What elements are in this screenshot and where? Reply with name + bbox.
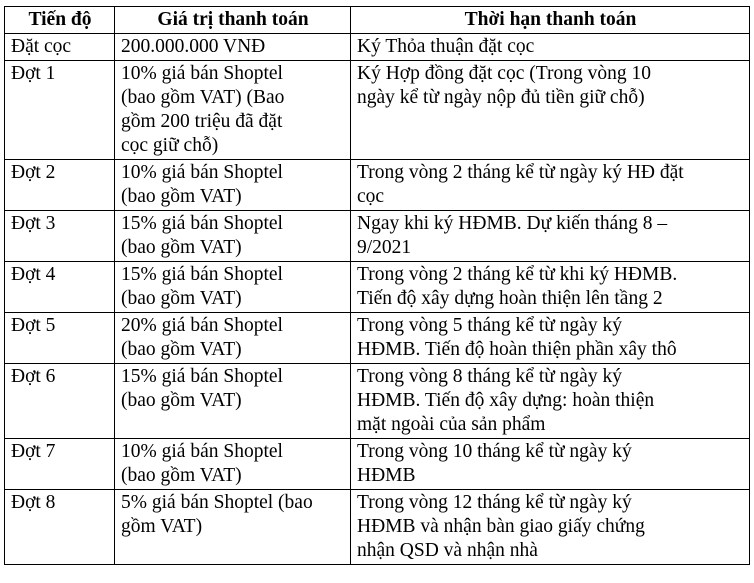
header-row bbox=[5, 7, 750, 34]
stage-cell: Đợt 3 bbox=[5, 211, 115, 262]
stage-cell: Đợt 2 bbox=[5, 160, 115, 211]
table-row bbox=[5, 364, 750, 439]
stage-cell: Đợt 6 bbox=[5, 364, 115, 439]
deadline-cell: Trong vòng 10 tháng kể từ ngày ký HĐMB bbox=[351, 439, 750, 490]
table-row bbox=[5, 439, 750, 490]
value-cell: 10% giá bán Shoptel (bao gồm VAT) bbox=[115, 439, 351, 490]
deadline-cell: Ký Thỏa thuận đặt cọc bbox=[351, 34, 750, 61]
value-cell: 200.000.000 VNĐ bbox=[115, 34, 351, 61]
table-row bbox=[5, 313, 750, 364]
stage-cell: Đợt 5 bbox=[5, 313, 115, 364]
deadline-cell: Trong vòng 5 tháng kể từ ngày ký HĐMB. Tiến độ hoàn thiện phần xây thô bbox=[351, 313, 750, 364]
table-row bbox=[5, 490, 750, 565]
stage-cell: Đợt 7 bbox=[5, 439, 115, 490]
stage-cell: Đặt cọc bbox=[5, 34, 115, 61]
value-cell: 10% giá bán Shoptel (bao gồm VAT) (Bao gồm 200 triệu đã đặt cọc giữ chỗ) bbox=[115, 61, 351, 160]
deadline-cell: Ngay khi ký HĐMB. Dự kiến tháng 8 – 9/2021 bbox=[351, 211, 750, 262]
value-cell: 20% giá bán Shoptel (bao gồm VAT) bbox=[115, 313, 351, 364]
deadline-cell: Trong vòng 8 tháng kể từ ngày ký HĐMB. Tiến độ xây dựng: hoàn thiện mặt ngoài của sản phẩm bbox=[351, 364, 750, 439]
stage-cell: Đợt 8 bbox=[5, 490, 115, 565]
deadline-cell: Trong vòng 2 tháng kể từ ngày ký HĐ đặt cọc bbox=[351, 160, 750, 211]
header-stage: Tiến độ bbox=[5, 7, 115, 34]
deadline-cell: Trong vòng 12 tháng kể từ ngày ký HĐMB và nhận bàn giao giấy chứng nhận QSD và nhận nhà bbox=[351, 490, 750, 565]
deadline-cell: Ký Hợp đồng đặt cọc (Trong vòng 10 ngày kể từ ngày nộp đủ tiền giữ chỗ) bbox=[351, 61, 750, 160]
header-payment-deadline: Thời hạn thanh toán bbox=[351, 7, 750, 34]
table-row bbox=[5, 61, 750, 160]
header-payment-value: Giá trị thanh toán bbox=[115, 7, 351, 34]
payment-schedule-table bbox=[4, 6, 750, 565]
value-cell: 5% giá bán Shoptel (bao gồm VAT) bbox=[115, 490, 351, 565]
stage-cell: Đợt 1 bbox=[5, 61, 115, 160]
stage-cell: Đợt 4 bbox=[5, 262, 115, 313]
value-cell: 15% giá bán Shoptel (bao gồm VAT) bbox=[115, 364, 351, 439]
table-row bbox=[5, 262, 750, 313]
table-row bbox=[5, 160, 750, 211]
value-cell: 10% giá bán Shoptel (bao gồm VAT) bbox=[115, 160, 351, 211]
table-row bbox=[5, 34, 750, 61]
value-cell: 15% giá bán Shoptel (bao gồm VAT) bbox=[115, 211, 351, 262]
deadline-cell: Trong vòng 2 tháng kể từ khi ký HĐMB. Tiến độ xây dựng hoàn thiện lên tầng 2 bbox=[351, 262, 750, 313]
value-cell: 15% giá bán Shoptel (bao gồm VAT) bbox=[115, 262, 351, 313]
table-row bbox=[5, 211, 750, 262]
